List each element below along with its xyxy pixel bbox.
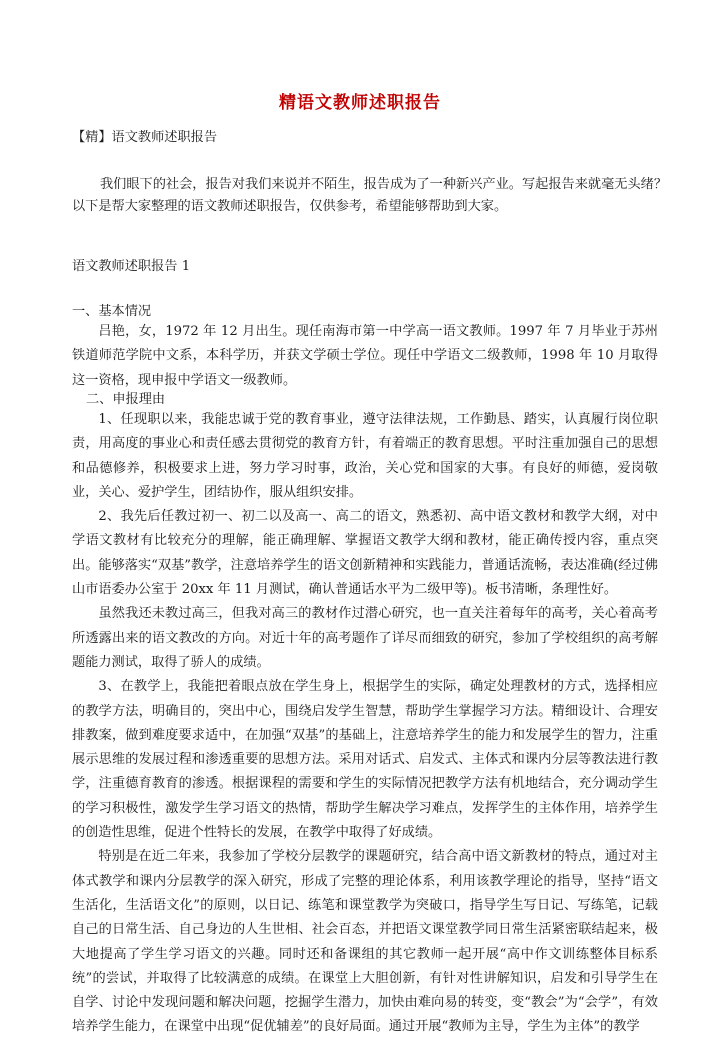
section-heading: 语文教师述职报告 1 [72,259,191,274]
document-title: 精语文教师述职报告 [279,93,441,113]
intro-line-2: 以下是帮大家整理的语文教师述职报告，仅供参考，希望能够帮助到大家。 [72,199,508,214]
intro-line-1: 我们眼下的社会，报告对我们来说并不陌生，报告成为了一种新兴产业。写起报告来就毫无头绪？ [100,177,668,192]
paragraph: 特别是在近二年来，我参加了学校分层教学的课题研究，结合高中语文新教材的特点，通过对主体式教学和课内分层教学的深入研究，形成了完整的理论体系，利用该教学理论的指导，坚持“语文生活化，生活语文化”的原则，以日记、练笔和课堂教学为突破口，指导学生写日记、写练笔，记载自己的日常生活、自己身边的人生世相、社会百态，并把语文课堂教学同日常生活紧密联结起来，极大地提高了学生学习语文的兴趣。同时还和备课组的其它教师一起开展“高中作文训练整体目标系统”的尝试，并取得了比较满意的成绩。在课堂上大胆创新，有针对性讲解知识，启发和引导学生在自学、讨论中发现问题和解决问题，挖掘学生潜力，加快由难向易的转变，变“教会”为“会学”，有效培养学生能力，在课堂中出现“促优辅差”的良好局面。通过开展“教师为主导，学生为主体”的教学 [72,849,658,1035]
paragraph: 虽然我还未教过高三，但我对高三的教材作过潜心研究，也一直关注着每年的高考，关心着高考所透露出来的语文教改的方向。对近十年的高考题作了详尽而细致的研究，参加了学校组织的高考解题能力测试，取得了骄人的成绩。 [72,606,658,670]
paragraph: 1、任现职以来，我能忠诚于党的教育事业，遵守法律法规，工作勤恳、踏实，认真履行岗位职责，用高度的事业心和责任感去贯彻党的教育方针，有着端正的教育思想。平时注重加强自己的思想和品德修养，积极要求上进，努力学习时事，政治，关心党和国家的大事。有良好的师德，爱岗敬业，关心、爱护学生，团结协作，服从组织安排。 [72,412,658,500]
part1-paragraph: 吕艳，女，1972 年 12 月出生。现任南海市第一中学高一语文教师。1997 年 7 月毕业于苏州铁道师范学院中文系，本科学历，并获文学硕士学位。现任中学语文二级教师，1998 年 10 月取得这一资格，现申报中学语文一级教师。 [72,324,658,388]
part1-body [72,320,658,393]
part2-heading: 二、申报理由 [86,392,166,407]
part2-body [72,408,658,1040]
part1-heading: 一、基本情况 [72,304,152,319]
document-subtitle: 【精】语文教师述职报告 [72,130,218,145]
paragraph: 2、我先后任教过初一、初二以及高一、高二的语文，熟悉初、高中语文教材和教学大纲，对中学语文教材有比较充分的理解，能正确理解、掌握语文教学大纲和教材，能正确传授内容，重点突出。能够落实“双基”教学，注意培养学生的语文创新精神和实践能力，普通话流畅，表达准确(经过佛山市语委办公室于 20xx 年 11 月测试，确认普通话水平为二级甲等)。板书清晰，条理性好。 [72,509,658,598]
paragraph: 3、在教学上，我能把着眼点放在学生身上，根据学生的实际，确定处理教材的方式，选择相应的教学方法，明确目的，突出中心，围绕启发学生智慧，帮助学生掌握学习方法。精细设计、合理安排教案，做到难度要求适中，在加强“双基”的基础上，注意培养学生的能力和发展学生的智力，注重展示思维的发展过程和渗透重要的思想方法。采用对话式、启发式、主体式和课内分层等教法进行教学，注重德育教育的渗透。根据课程的需要和学生的实际情况把教学方法有机地结合，充分调动学生的学习积极性，激发学生学习语文的热情，帮助学生解决学习难点，发挥学生的主体作用，培养学生的创造性思维，促进个性特长的发展，在教学中取得了好成绩。 [72,679,658,841]
